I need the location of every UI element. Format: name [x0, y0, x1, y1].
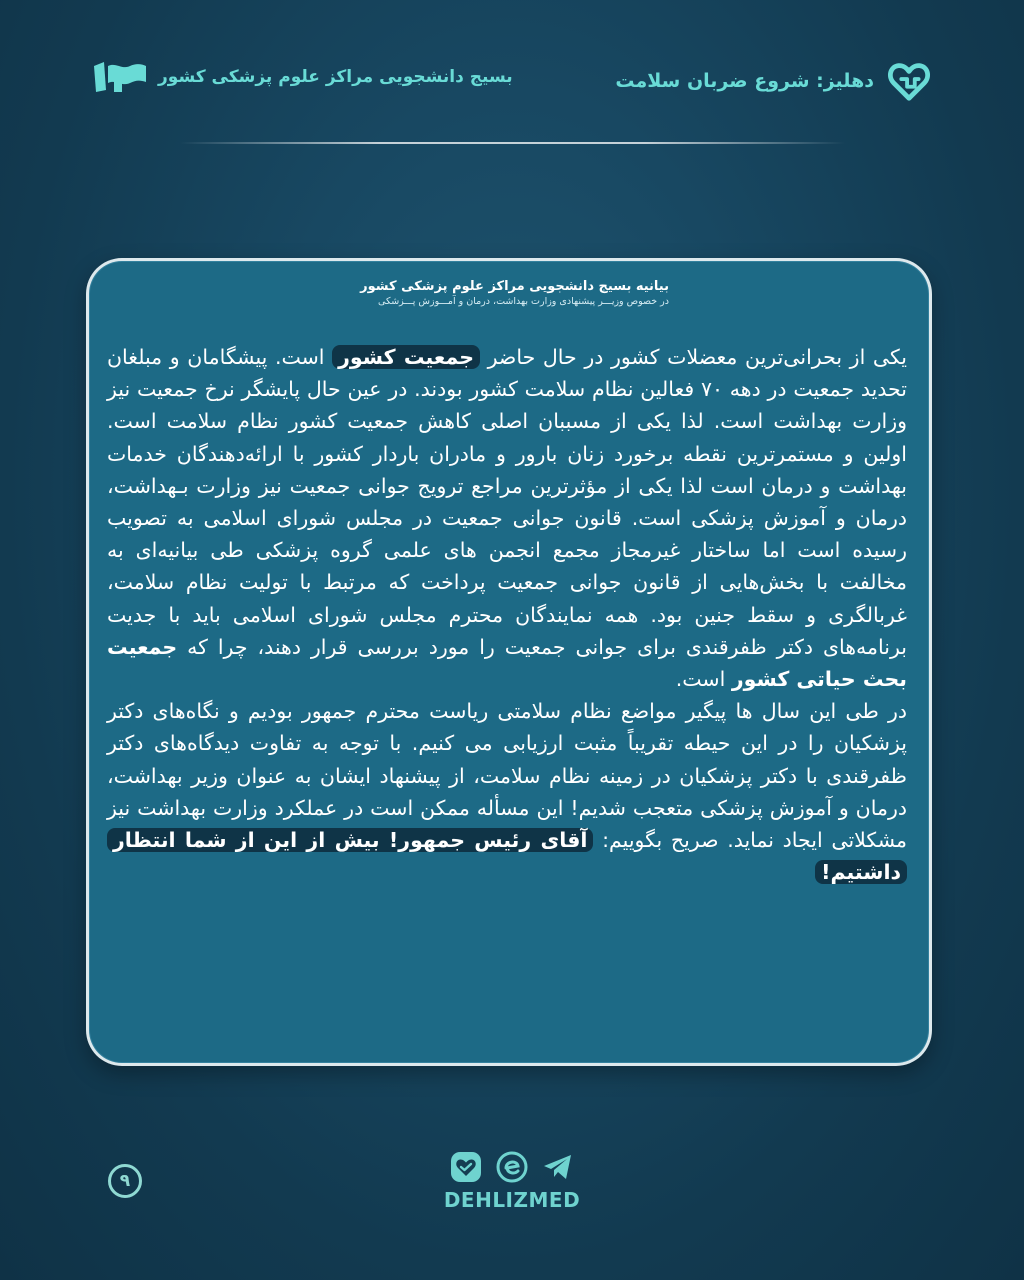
- telegram-icon[interactable]: [541, 1150, 575, 1184]
- statement-body: [107, 341, 907, 888]
- statement-card: [86, 258, 932, 1066]
- footer-brand-text: DEHLIZMED: [443, 1188, 581, 1212]
- eitaa-icon[interactable]: [495, 1150, 529, 1184]
- highlight-president-quote: آقای رئیس جمهور! بیش از این از شما انتظار داشتیم!: [107, 828, 907, 884]
- bold-population-vital: جمعیت بحث حیاتی کشور: [107, 634, 907, 692]
- p2-text: در طی این سال ها پیگیر مواضع نظام سلامتی ریاست محترم جمهور بودیم و نگاه‌های دکتر پزشکیان را در این حیطه تقریباً مثبت ارزیابی می کنیم. با توجه به تفاوت دیدگاه‌های دکتر ظفرقندی با دکتر پزشکیان در زمینه نظام سلامت، از پیشنهاد ایشان به عنوان وزیر بهداشت، درمان و آموزش پزشکی متعجب شدیم! این مسأله ممکن است در عملکرد وزارت بهداشت نیز مشکلاتی ایجاد نماید. صریح بگوییم:: [107, 699, 907, 853]
- statement-subtitle: در خصوص وزیـــر پیشنهادی وزارت بهداشت، درمان و آمـــوزش پـــزشکی: [378, 296, 669, 307]
- statement-heading: [360, 279, 669, 307]
- dehliz-brand-text: دهلیز: شروع ضربان سلامت: [615, 70, 874, 92]
- header: [0, 40, 1024, 110]
- page-number: ۹: [108, 1164, 142, 1198]
- statement-paragraph-2: [107, 695, 907, 888]
- basij-brand[interactable]: [92, 60, 513, 94]
- basij-brand-text: بسیج دانشجویی مراکز علوم پزشکی کشور: [158, 67, 513, 87]
- footer-brand-block: [442, 1148, 582, 1218]
- social-icons: [442, 1148, 582, 1186]
- header-divider: [180, 142, 845, 144]
- p1-text-middle: است. پیشگامان و مبلغان تحدید جمعیت در دهه ۷۰ فعالین نظام سلامت کشور بودند. در عین حال پایشگر نرخ جمعیت نیز وزارت بهداشت است. لذا یکی از مسببان اصلی کاهش جمعیت کشور نظام سلامت است. اولین و مستمرترین نقطه برخورد زنان بارور و مادران باردار کشور با ارائه‌دهندگان خدمات بهداشت و درمان است لذا یکی از مؤثرترین مراجع ترویج جوانی جمعیت نیز وزارت بـهداشت، درمان و آموزش پزشکی است. قانون جوانی جمعیت در مجلس شورای اسلامی به تصویب رسیده است اما ساختار غیرمجاز مجمع انجمن های علمی گروه پزشکی طی بیانیه‌ای به مخالفت با بخش‌هایی از قانون جوانی جمعیت پرداخت که مرتبط با تولیت نظام سلامت، غربالگری و سقط جنین بود. همه نمایندگان محترم مجلس شورای اسلامی باید با جدیت برنامه‌های دکتر ظفرقندی برای جوانی جمعیت را مورد بررسی قرار دهند، چرا که: [107, 345, 908, 659]
- statement-title: بیانیه بسیج دانشجویی مراکز علوم پزشکی کشور: [360, 279, 669, 294]
- p1-text-start: یکی از بحرانی‌ترین معضلات کشور در حال حاضر: [479, 345, 908, 369]
- highlight-population: جمعیت کشور: [332, 345, 480, 369]
- heart-logo-icon: [886, 58, 932, 104]
- p1-text-end: است.: [675, 667, 732, 692]
- heart-check-icon[interactable]: [449, 1150, 483, 1184]
- basij-flag-logo-icon: [92, 60, 148, 94]
- statement-paragraph-1: [107, 341, 907, 695]
- dehliz-brand[interactable]: [615, 58, 932, 104]
